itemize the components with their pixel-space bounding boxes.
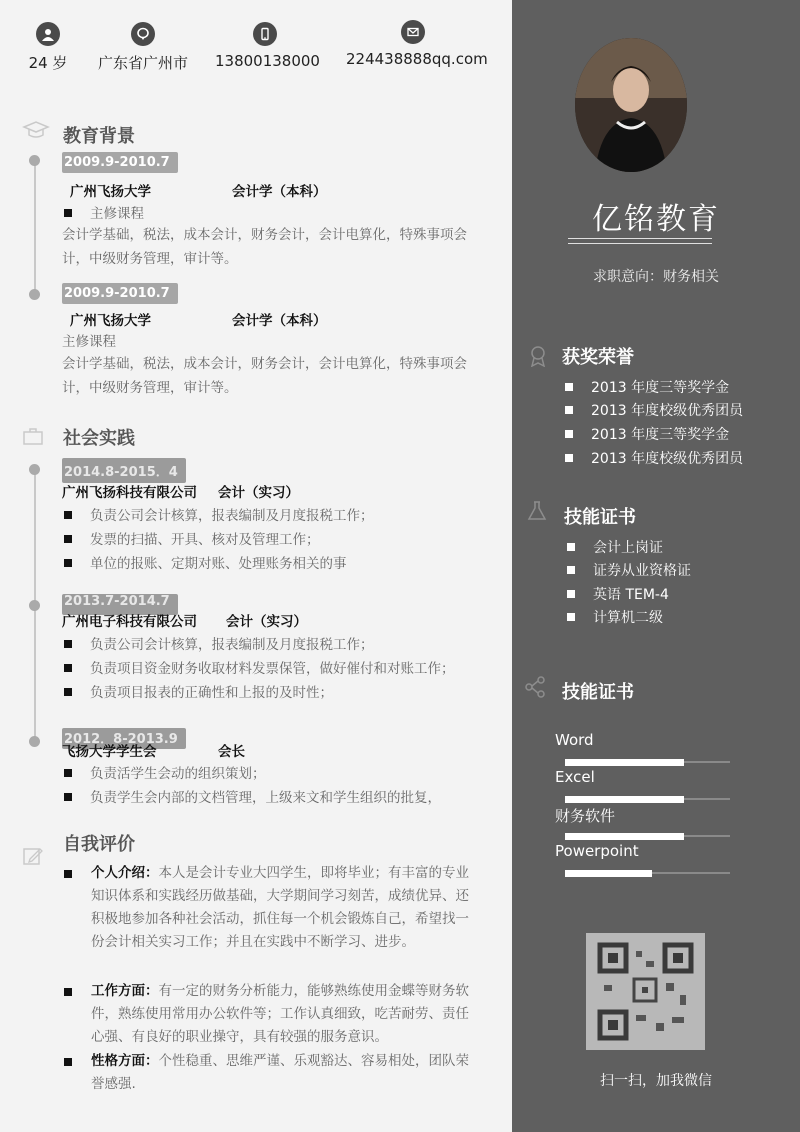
phone-text: 13800138000 [215, 52, 320, 70]
qr-code [586, 933, 705, 1050]
skill-bar-fill [565, 870, 652, 877]
self-eval-text: 有一定的财务分析能力，能够熟练使用金蝶等财务软件，熟练使用常用办公软件等；工作认真细致，吃苦耐劳、责任心强、有良好的职业操守，具有较强的服务意识。 [91, 983, 469, 1045]
practice-org: 飞扬大学学生会 [62, 744, 157, 760]
age-text: 24 岁 [28, 54, 68, 72]
list-item: 负责项目报表的正确性和上报的及时性； [64, 681, 333, 701]
self-eval-text: 个性稳重、思维严谨、乐观豁达、容易相处，团队荣誉感强. [91, 1053, 469, 1092]
list-item: 发票的扫描、开具、核对及管理工作； [64, 528, 320, 548]
education-major: 会计学（本科） [232, 184, 327, 200]
practice-org: 广州电子科技有限公司 [62, 614, 197, 630]
list-item: 2013 年度校级优秀团员 [565, 400, 743, 420]
skill-label: Excel [555, 768, 595, 786]
self-eval-item [64, 862, 474, 954]
practice-title: 社会实践 [63, 428, 135, 449]
job-objective: 求职意向：财务相关 [593, 269, 719, 285]
timeline-dot [29, 289, 40, 300]
practice-role: 会计（实习） [226, 614, 307, 630]
self-eval-item [64, 980, 474, 1049]
list-item: 负责活学生会动的组织策划； [64, 762, 266, 782]
briefcase-icon [22, 426, 44, 446]
self-eval-label: 性格方面： [91, 1053, 159, 1069]
share-icon [524, 676, 546, 698]
profile-name: 亿铭教育 [592, 202, 720, 237]
user-icon [36, 22, 60, 46]
certs-title: 技能证书 [564, 507, 636, 528]
practice-org: 广州飞扬科技有限公司 [62, 485, 197, 501]
age-contact [28, 22, 68, 73]
email-contact [346, 20, 488, 68]
education-courses: 会计学基础，税法，成本会计，财务会计，会计电算化，特殊事项会计，中级财务管理，审计等。 [62, 356, 467, 396]
practice-date: 2012．8-2013.9 [62, 728, 186, 749]
list-item: 2013 年度校级优秀团员 [565, 448, 743, 468]
list-item: 负责公司会计核算，报表编制及月度报税工作； [64, 633, 374, 653]
medal-icon [527, 345, 549, 367]
practice-date: 2014.8-2015．4 [62, 458, 186, 483]
location-text: 广东省广州市 [97, 54, 188, 72]
self-eval-title: 自我评价 [63, 834, 135, 855]
divider [568, 238, 712, 239]
list-item: 单位的报账、定期对账、处理账务相关的事 [64, 552, 347, 572]
self-eval-item [64, 1050, 474, 1096]
flask-icon [526, 500, 548, 522]
timeline-dot [29, 464, 40, 475]
education-date: 2009.9-2010.7 [62, 152, 178, 173]
list-item: 负责学生会内部的文档管理，上级来文和学生组织的批复， [64, 786, 441, 806]
education-school: 广州飞扬大学 [70, 184, 151, 200]
location-contact [96, 22, 190, 73]
timeline-dot [29, 155, 40, 166]
skill-label: Word [555, 731, 594, 749]
list-item: 2013 年度三等奖学金 [565, 424, 729, 444]
education-school: 广州飞扬大学 [70, 313, 151, 329]
awards-title: 获奖荣誉 [562, 347, 634, 368]
education-timeline [34, 160, 36, 296]
timeline-dot [29, 736, 40, 747]
skills-title: 技能证书 [562, 682, 634, 703]
list-item: 证券从业资格证 [567, 560, 691, 580]
education-major: 会计学（本科） [232, 313, 327, 329]
phone-contact [215, 22, 320, 70]
skill-bar-fill [565, 796, 684, 803]
education-courses: 会计学基础，税法，成本会计，财务会计，会计电算化，特殊事项会计，中级财务管理，审计等。 [62, 227, 467, 267]
divider [568, 243, 712, 244]
education-date: 2009.9-2010.7 [62, 283, 178, 304]
list-item: 负责公司会计核算，报表编制及月度报税工作； [64, 504, 374, 524]
practice-role: 会长 [218, 744, 245, 760]
self-eval-label: 个人介绍： [91, 865, 159, 881]
education-courses-label: 主修课程 [62, 334, 116, 350]
skill-bar-fill [565, 833, 684, 840]
list-item: 2013 年度三等奖学金 [565, 377, 729, 397]
practice-role: 会计（实习） [218, 485, 299, 501]
list-item: 负责项目资金财务收取材料发票保管，做好催付和对账工作； [64, 657, 455, 677]
list-item: 英语 TEM-4 [567, 584, 669, 604]
education-title: 教育背景 [63, 126, 135, 147]
skill-label: Powerpoint [555, 842, 639, 860]
location-pin-icon [131, 22, 155, 46]
self-eval-text: 本人是会计专业大四学生，即将毕业；有丰富的专业知识体系和实践经历做基础，大学期间学习刻苦，成绩优异、还积极地参加各种社会活动，抓住每一个机会锻炼自己，希望找一份会计相关实习工作；并且在实践中不断学习、进步。 [91, 865, 469, 950]
list-item: 主修课程 [64, 202, 144, 222]
avatar [575, 38, 687, 172]
skill-bar-fill [565, 759, 684, 766]
skill-label: 财务软件 [555, 807, 616, 825]
practice-date: 2013.7-2014.7 [62, 594, 178, 615]
graduation-cap-icon [22, 120, 50, 142]
email-text: 224438888qq.com [346, 50, 488, 68]
phone-icon [253, 22, 277, 46]
list-item: 计算机二级 [567, 607, 663, 627]
timeline-dot [29, 600, 40, 611]
self-eval-label: 工作方面： [91, 983, 159, 999]
mail-icon [401, 20, 425, 44]
list-item: 会计上岗证 [567, 537, 663, 557]
edit-icon [22, 846, 44, 866]
qr-caption: 扫一扫，加我微信 [600, 1073, 712, 1089]
